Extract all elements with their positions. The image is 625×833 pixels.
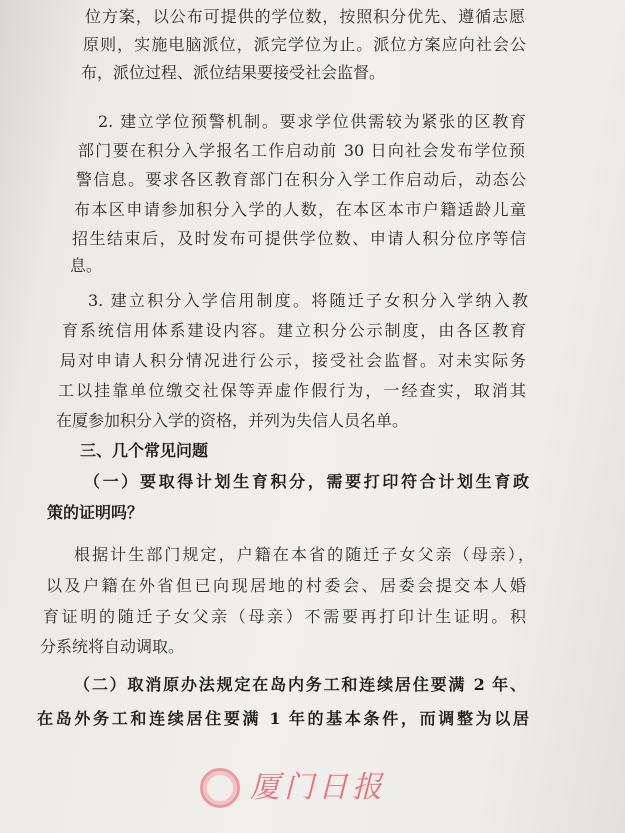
paragraph-line: 育证明的随迁子女父亲（母亲）不需要再打印计生证明。积 (43, 607, 526, 626)
paragraph-line: 部门要在积分入学报名工作启动前 30 日向社会发布学位预 (78, 141, 525, 160)
section-heading: 三、几个常见问题 (80, 441, 209, 460)
watermark: 厦门日报 (250, 770, 386, 805)
question-heading: （二）取消原办法规定在岛内务工和连续居住要满 2 年、 (74, 675, 526, 694)
paragraph-line: 位方案，以公布可提供的学位数，按照积分优先、遵循志愿 (85, 7, 525, 26)
paragraph-line: 局对申请人积分情况进行公示，接受社会监督。对未实际务 (60, 351, 526, 370)
question-heading: （一）要取得计划生育积分，需要打印符合计划生育政 (84, 472, 529, 491)
paragraph-line: 根据计生部门规定，户籍在本省的随迁子女父亲（母亲）， (74, 545, 534, 564)
paragraph-line: 息。 (70, 256, 103, 275)
paragraph-line: 布，派位过程、派位结果要接受社会监督。 (81, 63, 386, 82)
paragraph-line: 育系统信用体系建设内容。建立积分公示制度，由各区教育 (62, 321, 526, 340)
paragraph-line: 原则，实施电脑派位，派完学位为止。派位方案应向社会公 (83, 35, 526, 54)
paragraph-line: 以及户籍在外省但已向现居地的村委会、居委会提交本人婚 (46, 576, 526, 595)
paragraph-line: 2. 建立学位预警机制。要求学位供需较为紧张的区教育 (98, 112, 526, 131)
paragraph-line: 布本区申请参加积分入学的人数，在本区本市户籍适龄儿童 (74, 200, 526, 219)
paragraph-line: 招生结束后，及时发布可提供学位数、申请人积分位序等信 (72, 229, 526, 248)
question-heading: 策的证明吗？ (47, 503, 144, 522)
paragraph-line: 警信息。要求各区教育部门在积分入学工作启动后，动态公 (76, 170, 526, 189)
paragraph-line: 3. 建立积分入学信用制度。将随迁子女积分入学纳入教 (88, 291, 528, 310)
question-heading: 在岛外务工和连续居住要满 1 年的基本条件，而调整为以居 (37, 709, 529, 728)
watermark-logo-icon (200, 768, 240, 808)
paragraph-line: 工以挂靠单位缴交社保等弄虚作假行为，一经查实，取消其 (58, 381, 526, 400)
paragraph-line: 分系统将自动调取。 (40, 637, 185, 656)
paragraph-line: 在厦参加积分入学的资格，并列为失信人员名单。 (56, 411, 409, 430)
